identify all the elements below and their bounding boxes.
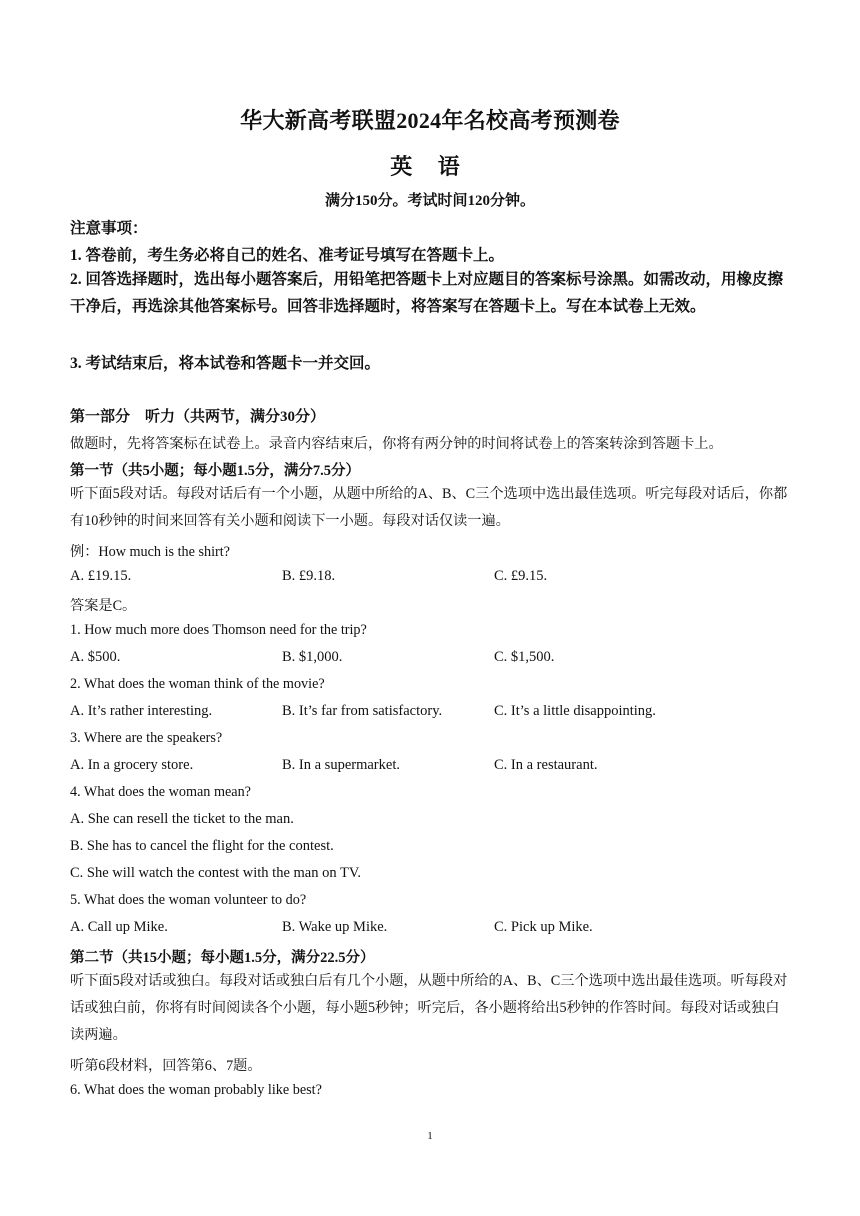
question-1-option-b: B. $1,000. bbox=[282, 649, 343, 665]
question-4-option-a: A. She can resell the ticket to the man. bbox=[70, 811, 294, 827]
question-2-option-b: B. It’s far from satisfactory. bbox=[282, 703, 443, 719]
question-5-option-c: C. Pick up Mike. bbox=[494, 919, 593, 935]
part1-instruction: 做题时，先将答案标在试卷上。录音内容结束后，你将有两分钟的时间将试卷上的答案转涂到答题卡上。 bbox=[70, 436, 723, 452]
question-3-option-c: C. In a restaurant. bbox=[494, 757, 598, 773]
question-5-option-a: A. Call up Mike. bbox=[70, 919, 168, 935]
example-question: 例：How much is the shirt? bbox=[70, 544, 230, 560]
question-2: 2. What does the woman think of the movie? bbox=[70, 676, 325, 692]
page-number: 1 bbox=[427, 1130, 433, 1142]
section1-instruction: 听下面5段对话。每段对话后有一个小题，从题中所给的A、B、C三个选项中选出最佳选项。听完每段对话后，你都有10秒钟的时间来回答有关小题和阅读下一小题。每段对话仅读一遍。 bbox=[70, 486, 788, 529]
example-option-a: A. £19.15. bbox=[70, 568, 132, 584]
notice-heading: 注意事项： bbox=[70, 220, 148, 237]
notice-item-2: 2. 回答选择题时，选出每小题答案后，用铅笔把答题卡上对应题目的答案标号涂黑。如需改动，用橡皮擦干净后，再选涂其他答案标号。回答非选择题时，将答案写在答题卡上。写在本试卷上无效。 bbox=[70, 271, 784, 315]
exam-title: 华大新高考联盟2024年名校高考预测卷 bbox=[240, 108, 620, 133]
question-2-option-a: A. It’s rather interesting. bbox=[70, 703, 213, 719]
question-4: 4. What does the woman mean? bbox=[70, 784, 251, 800]
question-1-option-c: C. $1,500. bbox=[494, 649, 555, 665]
score-time-line: 满分150分。考试时间120分钟。 bbox=[324, 193, 535, 209]
question-4-option-b: B. She has to cancel the flight for the contest. bbox=[70, 838, 334, 854]
question-3-option-a: A. In a grocery store. bbox=[70, 757, 194, 773]
question-1: 1. How much more does Thomson need for the trip? bbox=[70, 622, 367, 638]
question-2-option-c: C. It’s a little disappointing. bbox=[494, 703, 656, 719]
question-3: 3. Where are the speakers? bbox=[70, 730, 223, 746]
question-1-option-a: A. $500. bbox=[70, 649, 121, 665]
example-option-b: B. £9.18. bbox=[282, 568, 336, 584]
example-answer: 答案是C。 bbox=[70, 598, 137, 614]
part1-heading: 第一部分 听力（共两节，满分30分） bbox=[70, 409, 326, 425]
notice-item-1: 1. 答卷前，考生务必将自己的姓名、准考证号填写在答题卡上。 bbox=[70, 247, 505, 264]
question-4-option-c: C. She will watch the contest with the man on TV. bbox=[70, 865, 362, 881]
question-3-option-b: B. In a supermarket. bbox=[282, 757, 400, 773]
question-5-option-b: B. Wake up Mike. bbox=[282, 919, 388, 935]
subject-title: 英 语 bbox=[390, 154, 470, 179]
material-6-label: 听第6段材料，回答第6、7题。 bbox=[70, 1058, 262, 1074]
question-5: 5. What does the woman volunteer to do? bbox=[70, 892, 307, 908]
section2-instruction: 听下面5段对话或独白。每段对话或独白后有几个小题，从题中所给的A、B、C三个选项中选出最佳选项。听每段对话或独白前，你将有时间阅读各个小题，每小题5秒钟；听完后，各小题将给出5秒钟的作答时间。每段对话或独白读两遍。 bbox=[70, 973, 788, 1043]
question-6: 6. What does the woman probably like best? bbox=[70, 1082, 322, 1098]
example-option-c: C. £9.15. bbox=[494, 568, 548, 584]
section1-heading: 第一节（共5小题；每小题1.5分，满分7.5分） bbox=[70, 463, 360, 479]
section2-heading: 第二节（共15小题；每小题1.5分，满分22.5分） bbox=[70, 950, 375, 966]
notice-item-3: 3. 考试结束后，将本试卷和答题卡一并交回。 bbox=[70, 355, 381, 372]
